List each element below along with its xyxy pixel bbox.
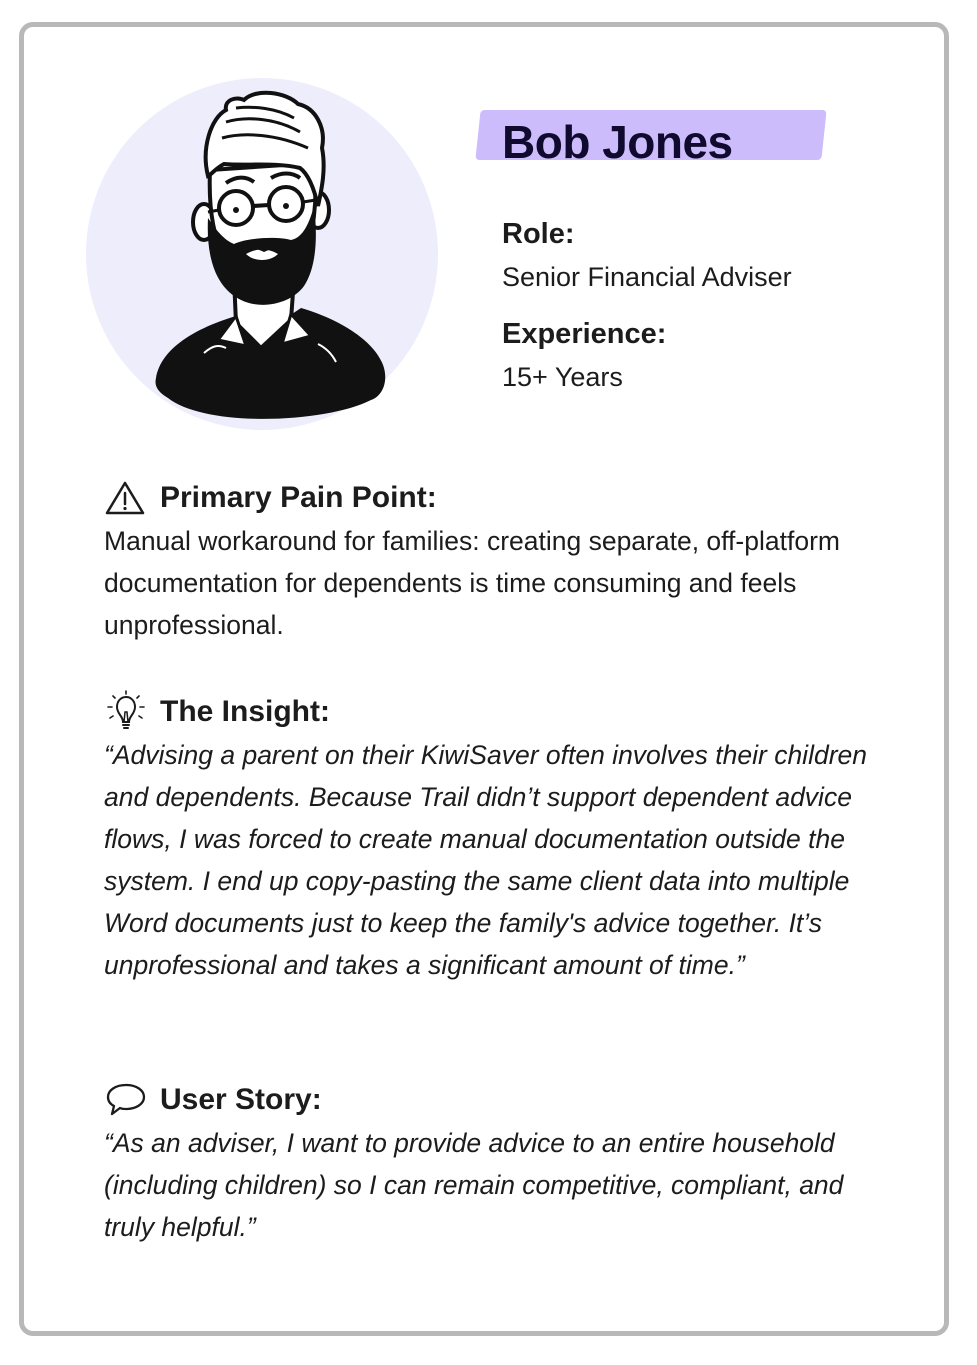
- insight-title: The Insight:: [160, 695, 330, 728]
- role-value: Senior Financial Adviser: [502, 262, 792, 292]
- persona-name-block: [478, 104, 828, 166]
- avatar: [86, 78, 438, 430]
- experience-label: Experience:: [502, 318, 667, 350]
- pain-point-title: Primary Pain Point:: [160, 481, 437, 514]
- lightbulb-icon: [104, 690, 150, 734]
- pain-point-heading: [104, 476, 437, 520]
- bearded-man-avatar-icon: [86, 78, 438, 430]
- persona-name: Bob Jones: [502, 116, 733, 168]
- user-story-title: User Story:: [160, 1083, 322, 1116]
- speech-bubble-icon: [104, 1078, 150, 1122]
- user-story-body: “As an adviser, I want to provide advice to an entire household (including children) so I can remain competitive, compliant, and truly helpful.”: [104, 1128, 844, 1242]
- warning-triangle-icon: [104, 476, 150, 520]
- experience-value: 15+ Years: [502, 362, 623, 392]
- insight-heading: [104, 690, 330, 734]
- user-story-heading: [104, 1078, 322, 1122]
- role-label: Role:: [502, 218, 575, 250]
- insight-body: “Advising a parent on their KiwiSaver often involves their children and dependents. Because Trail didn’t support dependent advice flows, I was forced to create manual documentation outside the system. I end up copy-pasting the same client data into multiple Word documents just to keep the family's advice together. It’s unprofessional and takes a significant amount of time.”: [104, 740, 868, 980]
- pain-point-body: Manual workaround for families: creating separate, off-platform documentation for dependents is time consuming and feels unprofessional.: [104, 526, 840, 640]
